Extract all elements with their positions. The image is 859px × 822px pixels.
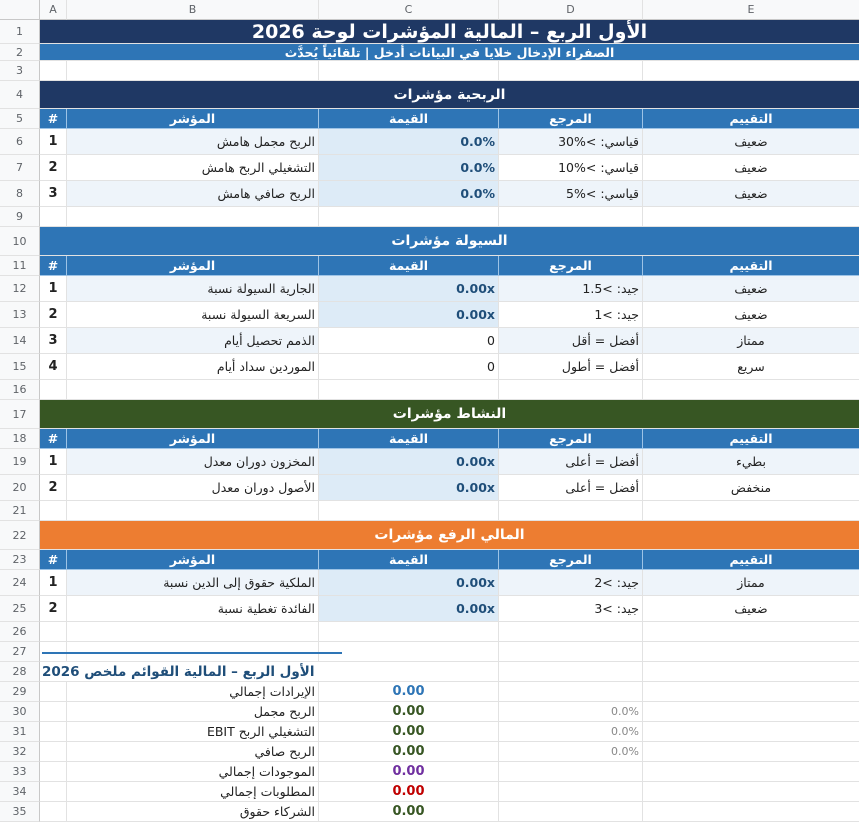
cell[interactable] [643, 501, 859, 521]
summary-label[interactable]: الإيرادات إجمالي [67, 682, 319, 702]
header-num[interactable]: # [40, 109, 67, 129]
cell-reference[interactable]: 1< :جيد [499, 302, 643, 328]
summary-pct[interactable] [499, 802, 643, 822]
header-indicator[interactable]: المؤشر [67, 550, 319, 570]
header-num[interactable]: # [40, 550, 67, 570]
summary-value[interactable]: 0.00 [319, 742, 499, 762]
cell[interactable] [40, 622, 67, 642]
cell-reference[interactable]: أفضل = أعلى [499, 475, 643, 501]
cell-rating[interactable]: ضعيف [643, 596, 859, 622]
column-header-b[interactable]: B [67, 0, 319, 20]
cell-value[interactable]: 0 [319, 328, 499, 354]
table-row [0, 328, 859, 354]
cell[interactable] [499, 662, 643, 682]
row-header[interactable]: 30 [0, 702, 40, 722]
row-header[interactable]: 17 [0, 400, 40, 429]
column-header-d[interactable]: D [499, 0, 643, 20]
cell-indicator[interactable]: الجارية السيولة نسبة [67, 276, 319, 302]
cell[interactable] [643, 802, 859, 822]
cell[interactable] [67, 61, 319, 81]
cell-indicator[interactable]: الربح صافي هامش [67, 181, 319, 207]
summary-row [0, 742, 859, 762]
row-header[interactable]: 32 [0, 742, 40, 762]
cell[interactable] [40, 762, 67, 782]
cell[interactable] [643, 722, 859, 742]
row-header[interactable]: 7 [0, 155, 40, 181]
row-header[interactable]: 26 [0, 622, 40, 642]
dashboard-subtitle[interactable]: الصفراء الإدخال خلايا في البيانات أدخل | تلقائياً يُحدَّث [40, 44, 859, 61]
row-header[interactable]: 27 [0, 642, 40, 662]
cell[interactable] [643, 622, 859, 642]
row-header[interactable]: 9 [0, 207, 40, 227]
summary-pct[interactable]: 0.0% [499, 722, 643, 742]
column-header-a[interactable]: A [40, 0, 67, 20]
row-header[interactable]: 25 [0, 596, 40, 622]
summary-value[interactable]: 0.00 [319, 802, 499, 822]
cell-rating[interactable]: منخفض [643, 475, 859, 501]
cell-indicator[interactable]: التشغيلي الربح هامش [67, 155, 319, 181]
cell-num[interactable]: 4 [40, 354, 67, 380]
cell-rating[interactable]: ضعيف [643, 155, 859, 181]
cell[interactable] [67, 207, 319, 227]
cell-reference[interactable]: 3< :جيد [499, 596, 643, 622]
cell[interactable] [643, 782, 859, 802]
summary-pct[interactable]: 0.0% [499, 702, 643, 722]
cell[interactable] [67, 622, 319, 642]
cell-rating[interactable]: ضعيف [643, 181, 859, 207]
cell-indicator[interactable]: الفائدة تغطية نسبة [67, 596, 319, 622]
row-header[interactable]: 11 [0, 256, 40, 276]
row-header[interactable]: 22 [0, 521, 40, 550]
summary-label[interactable]: الربح صافي [67, 742, 319, 762]
cell-reference[interactable]: 30%< :قياسي [499, 129, 643, 155]
cell-value[interactable]: 0.0% [319, 155, 499, 181]
section-title-profitability[interactable]: الربحية مؤشرات [40, 81, 859, 109]
cell-indicator[interactable]: الربح مجمل هامش [67, 129, 319, 155]
summary-pct[interactable] [499, 762, 643, 782]
cell[interactable] [40, 61, 67, 81]
summary-row [0, 722, 859, 742]
cell[interactable] [499, 61, 643, 81]
row-header[interactable]: 28 [0, 662, 40, 682]
cell-num[interactable]: 1 [40, 449, 67, 475]
header-value[interactable]: القيمة [319, 429, 499, 449]
header-value[interactable]: القيمة [319, 109, 499, 129]
row-header[interactable]: 29 [0, 682, 40, 702]
cell-num[interactable]: 1 [40, 276, 67, 302]
header-reference[interactable]: المرجع [499, 109, 643, 129]
row-header[interactable]: 18 [0, 429, 40, 449]
cell[interactable] [319, 61, 499, 81]
cell[interactable] [643, 742, 859, 762]
summary-value[interactable]: 0.00 [319, 762, 499, 782]
cell-value[interactable]: 0.00x [319, 596, 499, 622]
cell-rating[interactable]: بطيء [643, 449, 859, 475]
cell-indicator[interactable]: الأصول دوران معدل [67, 475, 319, 501]
column-header-row [0, 0, 859, 20]
cell-indicator[interactable]: السريعة السيولة نسبة [67, 302, 319, 328]
cell-num[interactable]: 2 [40, 302, 67, 328]
cell-num[interactable]: 2 [40, 155, 67, 181]
header-reference[interactable]: المرجع [499, 429, 643, 449]
section-title-leverage[interactable]: المالي الرفع مؤشرات [40, 521, 859, 550]
header-num[interactable]: # [40, 256, 67, 276]
header-rating[interactable]: التقييم [643, 429, 859, 449]
cell[interactable] [643, 682, 859, 702]
select-all-corner[interactable] [0, 0, 40, 20]
summary-label[interactable]: EBIT التشغيلي الربح [67, 722, 319, 742]
cell-rating[interactable]: ضعيف [643, 302, 859, 328]
cell[interactable] [499, 642, 643, 662]
section-title-liquidity[interactable]: السيولة مؤشرات [40, 227, 859, 256]
summary-row [0, 702, 859, 722]
summary-value[interactable]: 0.00 [319, 782, 499, 802]
row-header[interactable]: 24 [0, 570, 40, 596]
row-header[interactable]: 34 [0, 782, 40, 802]
cell-indicator[interactable]: الملكية حقوق إلى الدين نسبة [67, 570, 319, 596]
row-header[interactable]: 2 [0, 44, 40, 61]
cell[interactable] [319, 501, 499, 521]
cell[interactable] [319, 642, 499, 662]
row-header[interactable]: 15 [0, 354, 40, 380]
cell-num[interactable]: 3 [40, 181, 67, 207]
column-header-c[interactable]: C [319, 0, 499, 20]
table-row [0, 129, 859, 155]
section-title-activity[interactable]: النشاط مؤشرات [40, 400, 859, 429]
table-row [0, 570, 859, 596]
table-row [0, 302, 859, 328]
cell[interactable] [40, 722, 67, 742]
cell[interactable] [319, 207, 499, 227]
header-reference[interactable]: المرجع [499, 550, 643, 570]
cell[interactable] [643, 380, 859, 400]
cell-value[interactable]: 0.00x [319, 276, 499, 302]
column-header-e[interactable]: E [643, 0, 859, 20]
cell-num[interactable]: 2 [40, 596, 67, 622]
cell-reference[interactable]: 2< :جيد [499, 570, 643, 596]
cell-num[interactable]: 1 [40, 129, 67, 155]
cell[interactable] [67, 501, 319, 521]
header-num[interactable]: # [40, 429, 67, 449]
cell-reference[interactable]: أفضل = أطول [499, 354, 643, 380]
section-divider [42, 652, 342, 654]
cell-value[interactable]: 0.00x [319, 449, 499, 475]
header-rating[interactable]: التقييم [643, 109, 859, 129]
cell-value[interactable]: 0.00x [319, 302, 499, 328]
table-row [0, 449, 859, 475]
cell-num[interactable]: 2 [40, 475, 67, 501]
table-row [0, 596, 859, 622]
row-header[interactable]: 6 [0, 129, 40, 155]
summary-label[interactable]: الشركاء حقوق [67, 802, 319, 822]
summary-pct[interactable]: 0.0% [499, 742, 643, 762]
row-header[interactable]: 12 [0, 276, 40, 302]
cell[interactable] [643, 642, 859, 662]
cell-rating[interactable]: ضعيف [643, 129, 859, 155]
cell-num[interactable]: 3 [40, 328, 67, 354]
row-header[interactable]: 16 [0, 380, 40, 400]
summary-title[interactable]: 2026 الأول الربع – المالية القوائم ملخص [40, 662, 499, 682]
summary-label[interactable]: المطلوبات إجمالي [67, 782, 319, 802]
cell[interactable] [499, 622, 643, 642]
summary-value[interactable]: 0.00 [319, 702, 499, 722]
cell-reference[interactable]: 5%< :قياسي [499, 181, 643, 207]
row-header[interactable]: 19 [0, 449, 40, 475]
table-row [0, 155, 859, 181]
cell-rating[interactable]: ممتاز [643, 328, 859, 354]
row-header[interactable]: 1 [0, 20, 40, 44]
cell[interactable] [67, 380, 319, 400]
row-header[interactable]: 13 [0, 302, 40, 328]
cell[interactable] [499, 501, 643, 521]
header-rating[interactable]: التقييم [643, 256, 859, 276]
summary-row [0, 762, 859, 782]
cell-indicator[interactable]: الذمم تحصيل أيام [67, 328, 319, 354]
row-header[interactable]: 35 [0, 802, 40, 822]
row-header[interactable]: 33 [0, 762, 40, 782]
cell[interactable] [499, 380, 643, 400]
cell[interactable] [643, 762, 859, 782]
header-indicator[interactable]: المؤشر [67, 109, 319, 129]
cell-indicator[interactable]: الموردين سداد أيام [67, 354, 319, 380]
cell-value[interactable]: 0.00x [319, 475, 499, 501]
summary-pct[interactable] [499, 782, 643, 802]
row-header[interactable]: 5 [0, 109, 40, 129]
table-row [0, 276, 859, 302]
summary-pct[interactable] [499, 682, 643, 702]
cell[interactable] [643, 207, 859, 227]
cell[interactable] [40, 782, 67, 802]
summary-row [0, 782, 859, 802]
row-header[interactable]: 31 [0, 722, 40, 742]
table-row [0, 181, 859, 207]
cell[interactable] [40, 207, 67, 227]
summary-value[interactable]: 0.00 [319, 682, 499, 702]
cell[interactable] [40, 501, 67, 521]
summary-row [0, 802, 859, 822]
header-rating[interactable]: التقييم [643, 550, 859, 570]
summary-label[interactable]: الموجودات إجمالي [67, 762, 319, 782]
cell-reference[interactable]: 1.5< :جيد [499, 276, 643, 302]
row-header[interactable]: 4 [0, 81, 40, 109]
dashboard-title[interactable]: 2026 الأول الربع – المالية المؤشرات لوحة [40, 20, 859, 44]
cell[interactable] [319, 622, 499, 642]
cell[interactable] [643, 61, 859, 81]
header-indicator[interactable]: المؤشر [67, 256, 319, 276]
row-header[interactable]: 23 [0, 550, 40, 570]
cell[interactable] [40, 682, 67, 702]
cell-reference[interactable]: 10%< :قياسي [499, 155, 643, 181]
summary-value[interactable]: 0.00 [319, 722, 499, 742]
cell-reference[interactable]: أفضل = أعلى [499, 449, 643, 475]
row-header[interactable]: 3 [0, 61, 40, 81]
cell-indicator[interactable]: المخزون دوران معدل [67, 449, 319, 475]
row-header[interactable]: 8 [0, 181, 40, 207]
summary-row [0, 682, 859, 702]
cell[interactable] [499, 207, 643, 227]
cell-value[interactable]: 0.0% [319, 129, 499, 155]
header-value[interactable]: القيمة [319, 256, 499, 276]
table-row [0, 475, 859, 501]
summary-label[interactable]: الربح مجمل [67, 702, 319, 722]
cell[interactable] [40, 702, 67, 722]
cell-num[interactable]: 1 [40, 570, 67, 596]
cell-value[interactable]: 0 [319, 354, 499, 380]
header-value[interactable]: القيمة [319, 550, 499, 570]
table-row [0, 354, 859, 380]
cell[interactable] [40, 380, 67, 400]
header-indicator[interactable]: المؤشر [67, 429, 319, 449]
cell-reference[interactable]: أفضل = أقل [499, 328, 643, 354]
row-header[interactable]: 21 [0, 501, 40, 521]
cell[interactable] [643, 662, 859, 682]
cell-value[interactable]: 0.00x [319, 570, 499, 596]
cell[interactable] [319, 380, 499, 400]
cell-rating[interactable]: سريع [643, 354, 859, 380]
cell-value[interactable]: 0.0% [319, 181, 499, 207]
cell-rating[interactable]: ممتاز [643, 570, 859, 596]
cell[interactable] [40, 742, 67, 762]
row-header[interactable]: 20 [0, 475, 40, 501]
row-header[interactable]: 14 [0, 328, 40, 354]
cell[interactable] [40, 802, 67, 822]
cell-rating[interactable]: ضعيف [643, 276, 859, 302]
header-reference[interactable]: المرجع [499, 256, 643, 276]
cell[interactable] [643, 702, 859, 722]
row-header[interactable]: 10 [0, 227, 40, 256]
